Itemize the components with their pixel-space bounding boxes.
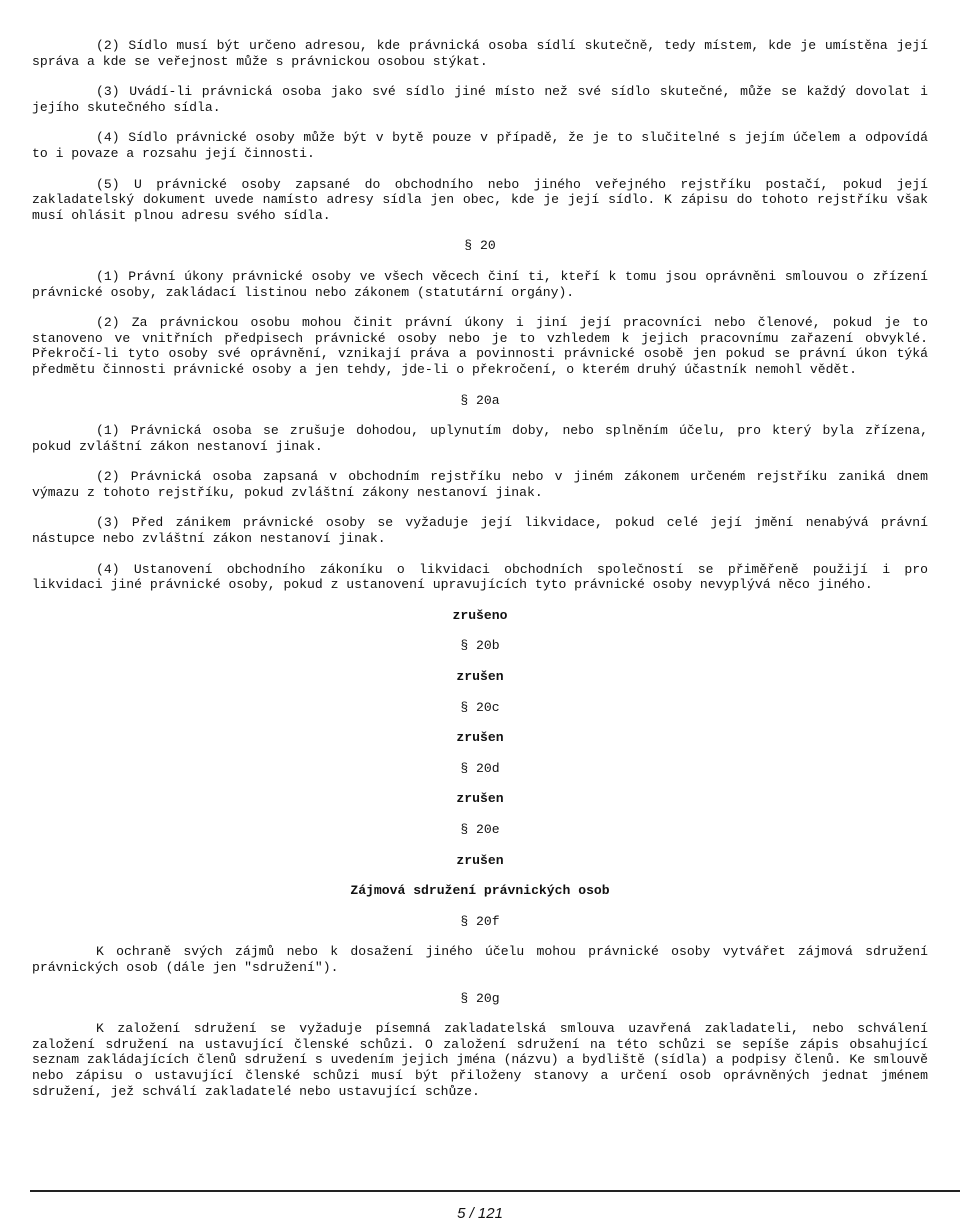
repealed-label: zrušen [456,730,504,746]
section-heading: § 20g [460,990,500,1006]
footer-divider [30,1190,960,1192]
paragraph: K ochraně svých zájmů nebo k dosažení jiného účelu mohou právnické osoby vytvářet zájmová sdružení právnických osob (dále jen "sdružení"). [32,944,928,975]
page-number: 5 / 121 [457,1205,503,1222]
paragraph: (1) Právnická osoba se zrušuje dohodou, uplynutím doby, nebo splněním účelu, pro který byla zřízena, pokud zvláštní zákon nestanoví jinak. [32,423,928,454]
repealed-label: zrušen [456,852,504,868]
paragraph: (2) Sídlo musí být určeno adresou, kde právnická osoba sídlí skutečně, tedy místem, kde je umístěna její správa a kde se veřejnost může s právnickou osobou stýkat. [32,38,928,69]
paragraph: (2) Právnická osoba zapsaná v obchodním rejstříku nebo v jiném zákonem určeném rejstříku zaniká dnem výmazu z tohoto rejstříku, pokud zvláštní zákony nestanoví jinak. [32,469,928,500]
document-page [32,38,928,1114]
section-heading: § 20b [460,638,500,654]
paragraph: (3) Před zánikem právnické osoby se vyžaduje její likvidace, pokud celé její jmění nenabývá právní nástupce nebo zvláštní zákon nestanoví jinak. [32,515,928,547]
paragraph: (5) U právnické osoby zapsané do obchodního nebo jiného veřejného rejstříku postačí, pokud její zakladatelský dokument uvede namísto adresy sídla jen obec, kde je její sídlo. K zápisu do tohoto rejstříku však musí ohlásit plnou adresu svého sídla. [32,176,928,223]
paragraph: (1) Právní úkony právnické osoby ve všech věcech činí ti, kteří k tomu jsou oprávněni smlouvou o zřízení právnické osoby, zakládací listinou nebo zákonem (statutární orgány). [32,268,928,300]
paragraph: (2) Za právnickou osobu mohou činit právní úkony i jiní její pracovníci nebo členové, pokud je to stanoveno ve vnitřních předpisech právnické osoby nebo je to vzhledem k jejich pracovnímu zařazení obvyklé. Překročí-li tyto osoby své oprávnění, vznikají práva a povinnosti právnické osobě jen pokud se právní úkon týká předmětu činnosti právnické osoby a jen tehdy, jde-li o překročení, o kterém druhý účastník nemohl vědět. [32,315,928,377]
section-heading: § 20f [460,913,500,929]
section-heading: § 20 [464,238,496,254]
paragraph: (4) Ustanovení obchodního zákoníku o likvidaci obchodních společností se přiměřeně použijí i pro likvidaci jiné právnické osoby, pokud z ustanovení upravujících tyto právnické osoby nevyplývá něco jiného. [32,561,928,593]
part-title: Zájmová sdružení právnických osob [350,883,610,899]
section-heading: § 20d [460,760,500,776]
section-heading: § 20a [460,392,500,408]
repealed-label: zrušen [456,669,504,685]
section-heading: § 20c [460,699,500,715]
repealed-label: zrušeno [452,607,508,623]
paragraph: (3) Uvádí-li právnická osoba jako své sídlo jiné místo než své sídlo skutečné, může se každý dovolat i jejího skutečného sídla. [32,84,928,115]
repealed-label: zrušen [456,791,504,807]
paragraph: (4) Sídlo právnické osoby může být v bytě pouze v případě, že je to slučitelné s jejím účelem a odpovídá to i povaze a rozsahu její činnosti. [32,130,928,161]
section-heading: § 20e [460,822,500,837]
paragraph: K založení sdružení se vyžaduje písemná zakladatelská smlouva uzavřená zakladateli, nebo schválení založení sdružení na ustavující členské schůzi. O založení sdružení na této schůzi se sepíše zápis obsahující seznam zakládajících členů sdružení s uvedením jejich jména (názvu) a bydliště (sídla) a podpisy členů. Ke smlouvě nebo zápisu o ustavující členské schůzi musí být přiloženy stanovy a určení osob oprávněných jednat jménem sdružení, jež schválí zakladatelé nebo ustavující schůze. [32,1021,928,1099]
